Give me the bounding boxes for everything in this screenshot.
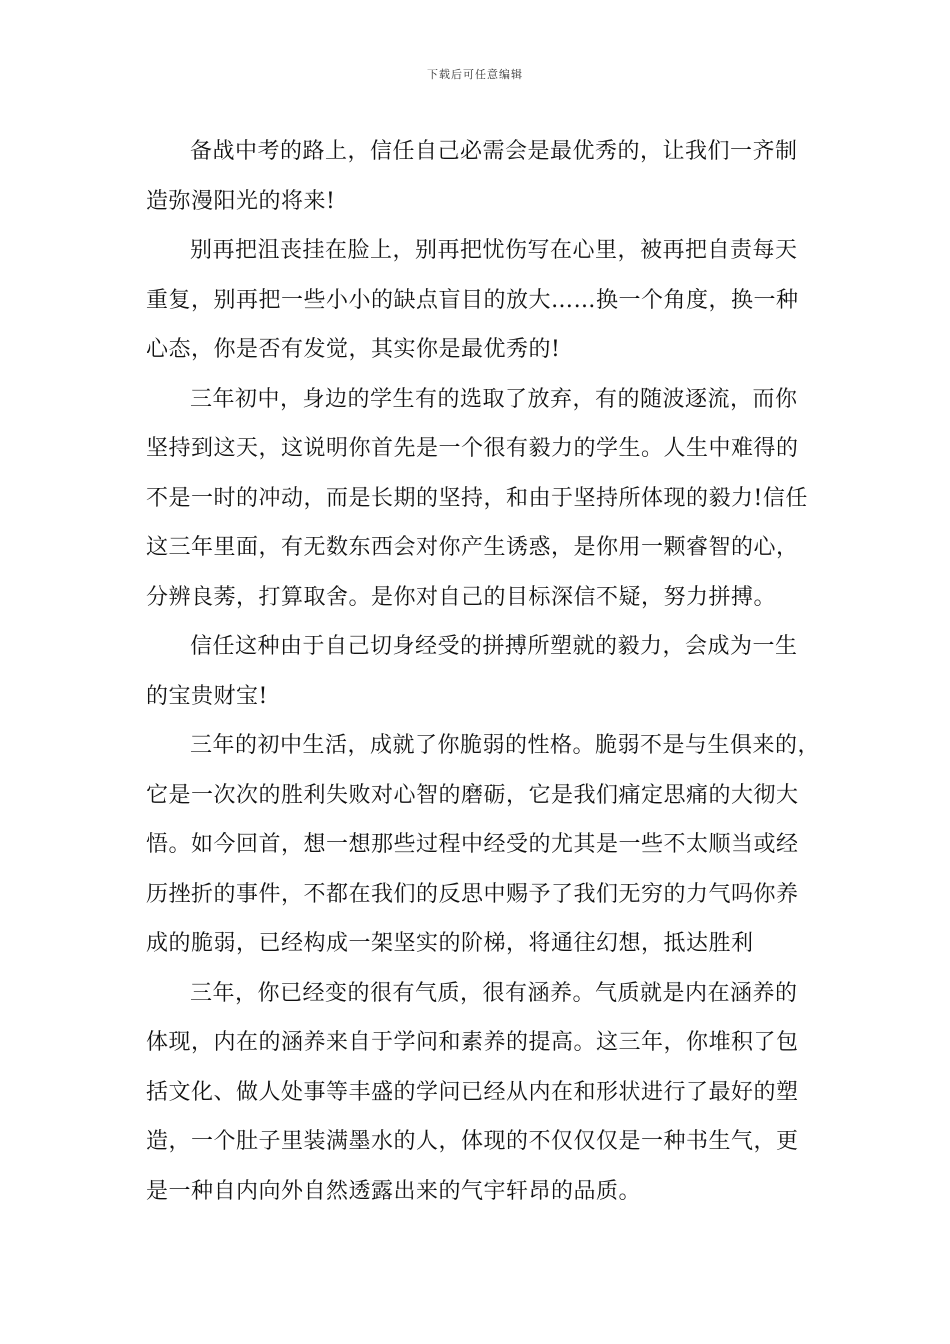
text-line: 别再把沮丧挂在脸上，别再把忧伤写在心里，被再把自责每天 xyxy=(190,238,798,263)
paragraph xyxy=(146,622,806,721)
text-line: 历挫折的事件，不都在我们的反思中赐予了我们无穷的力气吗你养 xyxy=(146,881,799,907)
text-line: 三年，你已经变的很有气质，很有涵养。气质就是内在涵养的 xyxy=(190,980,798,1006)
paragraph xyxy=(146,721,821,969)
text-line: 悟。如今回首，想一想那些过程中经受的尤其是一些不太顺当或经 xyxy=(146,832,799,857)
paragraph xyxy=(146,127,806,226)
text-line: 备战中考的路上，信任自己必需会是最优秀的，让我们一齐制 xyxy=(190,139,798,164)
text-line: 信任这种由于自己切身经受的拼搏所塑就的毅力，会成为一生 xyxy=(190,634,798,659)
paragraph xyxy=(146,375,806,623)
text-line: 分辨良莠，打算取舍。是你对自己的目标深信不疑，努力拼搏。 xyxy=(146,584,777,610)
text-line: 体现，内在的涵养来自于学问和素养的提高。这三年，你堆积了包 xyxy=(146,1030,799,1055)
text-line: 括文化、做人处事等丰盛的学问已经从内在和形状进行了最好的塑 xyxy=(146,1079,799,1105)
text-line: 的宝贵财宝! xyxy=(146,683,268,709)
text-line: 成的脆弱，已经构成一架坚实的阶梯，将通往幻想，抵达胜利 xyxy=(146,931,754,956)
text-line: 坚持到这天，这说明你首先是一个很有毅力的学生。人生中难得的 xyxy=(146,436,799,461)
text-line: 三年初中，身边的学生有的选取了放弃，有的随波逐流，而你 xyxy=(190,386,798,412)
paragraph xyxy=(146,226,806,375)
page-header: 下载后可任意编辑 xyxy=(427,68,523,81)
text-line: 重复，别再把一些小小的缺点盲目的放大……换一个角度，换一种 xyxy=(146,287,799,313)
text-line: 这三年里面，有无数东西会对你产生诱惑，是你用一颗睿智的心， xyxy=(146,535,799,560)
text-line: 它是一次次的胜利失败对心智的磨砺，它是我们痛定思痛的大彻大 xyxy=(146,782,799,808)
document-body xyxy=(146,127,821,1216)
text-line: 造弥漫阳光的将来! xyxy=(146,188,336,214)
text-line: 是一种自内向外自然透露出来的气宇轩昂的品质。 xyxy=(146,1178,642,1204)
text-line: 三年的初中生活，成就了你脆弱的性格。脆弱不是与生俱来的， xyxy=(190,733,821,758)
text-line: 造，一个肚子里装满墨水的人，体现的不仅仅仅是一种书生气，更 xyxy=(146,1129,799,1154)
text-line: 心态，你是否有发觉，其实你是最优秀的! xyxy=(146,337,561,362)
text-line: 不是一时的冲动，而是长期的坚持，和由于坚持所体现的毅力!信任 xyxy=(146,485,808,511)
paragraph xyxy=(146,969,806,1217)
